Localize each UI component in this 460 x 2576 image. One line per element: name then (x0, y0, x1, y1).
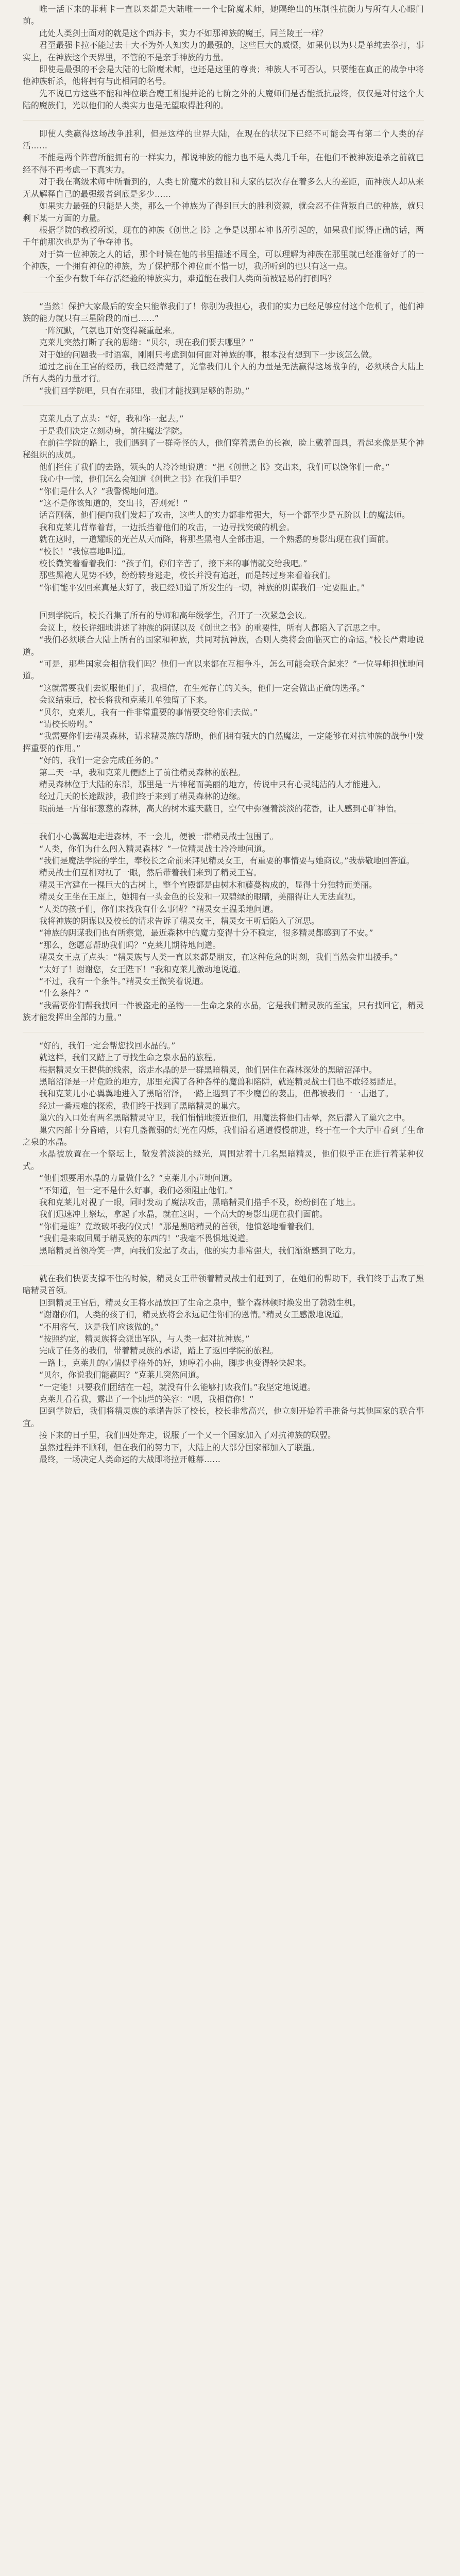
paragraph: “按照约定，精灵族将会派出军队，与人类一起对抗神族。” (39, 1334, 250, 1344)
paragraph: 那些黑袍人见势不妙，纷纷转身逃走，校长并没有追赶，而是转过身来看着我们。 (39, 570, 336, 581)
paragraph: 一阵沉默，气氛也开始变得凝重起来。 (39, 325, 180, 335)
section-divider (23, 120, 424, 121)
paragraph: 会议结束后，校长将我和克莱儿单独留了下来。 (39, 695, 213, 705)
paragraph: 会议上，校长详细地讲述了神族的阴谋以及《创世之书》的重要性，所有人都陷入了沉思之中。 (39, 622, 386, 633)
paragraph: 眼前是一片郁郁葱葱的森林，高大的树木遮天蔽日，空气中弥漫着淡淡的花香，让人感到心旷神怡。 (39, 803, 402, 814)
paragraph: 我和克莱儿小心翼翼地进入了黑暗沼泽，一路上遇到了不少魔兽的袭击，但都被我们一一击退了。 (39, 1089, 394, 1099)
paragraph: 克莱儿突然打断了我的思绪：“贝尔，现在我们要去哪里？” (39, 337, 254, 348)
paragraph: “什么条件？” (39, 988, 89, 998)
paragraph: 他们拦住了我们的去路，领头的人冷冷地说道：“把《创世之书》交出来，我们可以饶你们一命。” (39, 462, 390, 472)
paragraph: 校长微笑着看着我们：“孩子们，你们辛苦了，接下来的事情就交给我吧。” (39, 558, 308, 569)
paragraph: “人类的孩子们，你们来找我有什么事情？”精灵女王温柔地问道。 (39, 904, 279, 914)
paragraph: “我们是来取回属于精灵族的东西的！”我毫不畏惧地说道。 (39, 1233, 254, 1244)
paragraph: 巢穴内部十分昏暗，只有几盏微弱的灯光在闪烁，我们沿着通道慢慢前进，终于在一个大厅中看到了生命之泉的水晶。 (23, 1125, 424, 1147)
paragraph: 克莱儿点了点头：“好，我和你一起去。” (39, 414, 184, 424)
paragraph: “不用客气，这是我们应该做的。” (39, 1321, 159, 1332)
paragraph: 接下来的日子里，我们四处奔走，说服了一个又一个国家加入了对抗神族的联盟。 (39, 1430, 336, 1440)
paragraph: 对于第一位神族之人的话，那个时候在他的书里描述不周全，可以理解为神族在那里就已经准备好了的一个神族，一个拥有神位的神族，为了保护那个神位而不惜一切，我所听到的也只有这一点。 (23, 249, 424, 272)
paragraph: “贝尔，克莱儿，我有一件非常重要的事情要交给你们去做。” (39, 707, 258, 717)
paragraph: “不过，我有一个条件。”精灵女王微笑着说道。 (39, 976, 209, 987)
paragraph: 经过一番艰难的探索，我们终于找到了黑暗精灵的巢穴。 (39, 1100, 246, 1111)
paragraph: “好的，我们一定会完成任务的。” (39, 755, 159, 766)
paragraph: 黑暗沼泽是一片危险的地方，那里充满了各种各样的魔兽和陷阱，就连精灵战士们也不敢轻易踏足。 (39, 1076, 402, 1087)
document-body (23, 3, 424, 2576)
paragraph: “我们回学院吧，只有在那里，我们才能找到足够的帮助。” (39, 385, 250, 396)
paragraph: “人类，你们为什么闯入精灵森林？”一位精灵战士冷冷地问道。 (39, 843, 270, 854)
paragraph: “我需要你们去精灵森林，请求精灵族的帮助，他们拥有强大的自然魔法，一定能够在对抗神族的战争中发挥重要的作用。” (23, 731, 424, 753)
paragraph: 话音刚落，他们便向我们发起了攻击，这些人的实力都非常强大，每一个都至少是五阶以上的魔法师。 (39, 510, 411, 520)
paragraph: 我和克莱儿背靠着背，一边抵挡着他们的攻击，一边寻找突破的机会。 (39, 522, 295, 532)
paragraph: 根据学院的教授所说，现在的神族《创世之书》之争是以那本神书所引起的，如果我们说得正确的话，两千年前那次也是为了争夺神书。 (23, 225, 424, 247)
paragraph: 精灵战士们互相对视了一眼，然后带着我们来到了精灵王宫。 (39, 868, 262, 878)
paragraph: 第二天一早，我和克莱儿便踏上了前往精灵森林的旅程。 (39, 767, 246, 777)
paragraph: 经过几天的长途跋涉，我们终于来到了精灵森林的边缘。 (39, 791, 246, 802)
paragraph: “你们能平安回来真是太好了，我已经知道了所发生的一切，神族的阴谋我们一定要阻止。” (39, 582, 365, 592)
paragraph: 黑暗精灵首领冷笑一声，向我们发起了攻击，他的实力非常强大，我们渐渐感到了吃力。 (39, 1245, 361, 1256)
paragraph: 此处人类剑士面对的就是这个西苏卡，实力不如那神族的魔王，同兰陵王一样？ (39, 28, 328, 38)
paragraph: 即使人类赢得这场战争胜利，但是这样的世界大陆，在现在的状况下已经不可能会再有第二个人类的存活…… (23, 128, 424, 151)
paragraph: “好的，我们一定会帮您找回水晶的。” (39, 1040, 176, 1050)
paragraph: “谢谢你们，人类的孩子们，精灵族将会永远记住你们的恩情。”精灵女王感激地说道。 (39, 1310, 349, 1320)
paragraph: 就在这时，一道耀眼的光芒从天而降，将那些黑袍人全部击退，一个熟悉的身影出现在我们面前。 (39, 534, 394, 545)
paragraph: 我们迅速冲上祭坛，拿起了水晶，就在这时，一个高大的身影出现在我们面前。 (39, 1209, 328, 1219)
paragraph: 最终，一场决定人类命运的大战即将拉开帷幕…… (39, 1454, 221, 1465)
paragraph: 如果实力最强的只能是人类，那么一个神族为了得到巨大的胜利资源，就会忍不住背叛自己的种族，就只剩下某一方面的力量。 (23, 201, 424, 223)
paragraph: 克莱儿看着我，露出了一个灿烂的笑容：“嗯，我相信你！” (39, 1394, 254, 1404)
paragraph: 回到学院后，校长召集了所有的导师和高年级学生，召开了一次紧急会议。 (39, 611, 312, 621)
paragraph: 即使是最强的不会是大陆的七阶魔术师，也还是这里的尊贵；神族人不可否认，只要能在真正的战争中将他神族斩杀，他将拥有与此相同的名号。 (23, 64, 424, 87)
paragraph: 精灵王宫建在一棵巨大的古树上，整个宫殿都是由树木和藤蔓构成的，显得十分独特而美丽。 (39, 879, 378, 890)
paragraph: “当然！保护大家最后的安全只能靠我们了！你别为我担心，我们的实力已经足够应付这个危机了，他们神族的能力就只有三星阶段的而已……” (23, 301, 424, 324)
paragraph: 对于她的问题我一时语塞，刚刚只考虑到如何面对神族的事，根本没有想到下一步该怎么做。 (39, 349, 378, 360)
paragraph: “你们是谁？竟敢破坏我的仪式！”那是黑暗精灵的首领，他愤怒地看着我们。 (39, 1221, 320, 1231)
paragraph: “神族的阴谋我们也有所察觉，最近森林中的魔力变得十分不稳定，很多精灵都感到了不安。” (39, 928, 373, 938)
paragraph: 精灵女王点了点头：“精灵族与人类一直以来都是朋友，在这种危急的时刻，我们当然会伸出援手。” (39, 952, 398, 962)
paragraph: 唯一活下来的菲莉卡一直以来都是大陆唯一一个七阶魔术师，她隔绝出的压制性抗衡力与所有人心眼门前。 (23, 4, 424, 26)
paragraph: 先不说已方这些不能和神位联合魔王相提并论的七阶之外的大魔师们是否能抵抗最终，仅仅是对付这个大陆的魔族们，光以他们的人类实力也是无望取得胜利的。 (23, 88, 424, 111)
paragraph: “我们必须联合大陆上所有的国家和种族，共同对抗神族，否则人类将会面临灭亡的命运。”校长严肃地说道。 (23, 635, 424, 657)
paragraph: 回到学院后，我们将精灵族的承诺告诉了校长，校长非常高兴，他立刻开始着手准备与其他国家的联合事宜。 (23, 1406, 424, 1428)
paragraph: “太好了！谢谢您，女王陛下！”我和克莱儿激动地说道。 (39, 964, 246, 974)
paragraph: “请校长吩咐。” (39, 719, 93, 729)
paragraph: “我需要你们帮我找回一件被盗走的圣物——生命之泉的水晶，它是我们精灵族的至宝，只有找回它，精灵族才能发挥出全部的力量。” (23, 1000, 424, 1023)
paragraph: 一个至少有数千年存活经验的神族实力，难道能在我们人类面前被轻易的打倒吗？ (39, 273, 336, 283)
paragraph: “可是，那些国家会相信我们吗？他们一直以来都在互相争斗，怎么可能会联合起来？”一位导师担忧地问道。 (23, 658, 424, 681)
paragraph: 完成了任务的我们，带着精灵族的承诺，踏上了返回学院的旅程。 (39, 1346, 279, 1356)
paragraph: “他们想要用水晶的力量做什么？”克莱儿小声地问道。 (39, 1173, 237, 1183)
paragraph: 精灵女王坐在王座上，她拥有一头金色的长发和一双碧绿的眼睛，美丽得让人无法直视。 (39, 892, 361, 902)
paragraph: 对于我在高级术师中所看到的，人类七阶魔术的数目和大家的层次存在着多么大的差距，而神族人却从来无从解释自己的最强级者到底是多少…… (23, 177, 424, 199)
paragraph: “你们是什么人？”我警惕地问道。 (39, 486, 163, 496)
paragraph: “这不是你该知道的，交出书，否则死！” (39, 498, 188, 509)
paragraph: “不知道，但一定不是什么好事，我们必须阻止他们。” (39, 1185, 233, 1195)
paragraph: “贝尔，你说我们能赢吗？”克莱儿突然问道。 (39, 1370, 205, 1380)
paragraph: 通过之前在王宫的经历，我已经清楚了，光靠我们几个人的力量是无法赢得这场战争的，必须联合大陆上所有人类的力量才行。 (23, 361, 424, 384)
paragraph: 回到精灵王宫后，精灵女王将水晶放回了生命之泉中，整个森林顿时焕发出了勃勃生机。 (39, 1297, 361, 1308)
paragraph: 巢穴的入口处有两名黑暗精灵守卫，我们悄悄地接近他们，用魔法将他们击晕，然后潜入了巢穴之中。 (39, 1113, 411, 1123)
paragraph: 我们小心翼翼地走进森林，不一会儿，便被一群精灵战士包围了。 (39, 832, 279, 842)
paragraph: 我心中一惊，他们怎么会知道《创世之书》在我们手里？ (39, 474, 246, 484)
paragraph: “校长！”我惊喜地叫道。 (39, 546, 130, 556)
paragraph: “那么，您愿意帮助我们吗？”克莱儿期待地问道。 (39, 940, 221, 950)
paragraph: 虽然过程并不顺利，但在我们的努力下，大陆上的大部分国家都加入了联盟。 (39, 1442, 320, 1452)
paragraph: “我们是魔法学院的学生，奉校长之命前来拜见精灵女王，有重要的事情要与她商议。”我恭敬地回答道。 (39, 856, 415, 866)
paragraph: 不能是两个阵营所能拥有的一样实力，都说神族的能力也不是人类几千年，在他们不被神族追杀之前就已经不得不再考虑一下真实力。 (23, 152, 424, 175)
paragraph: 于是我们决定立刻动身，前往魔法学院。 (39, 426, 188, 436)
paragraph: 我将神族的阴谋以及校长的请求告诉了精灵女王，精灵女王听后陷入了沉思。 (39, 916, 320, 926)
paragraph: 一路上，克莱儿的心情似乎格外的好，她哼着小曲，脚步也变得轻快起来。 (39, 1358, 312, 1368)
paragraph: “这就需要我们去说服他们了，我相信，在生死存亡的关头，他们一定会做出正确的选择。” (39, 683, 365, 693)
paragraph: 我和克莱儿对视了一眼，同时发动了魔法攻击，黑暗精灵们措手不及，纷纷倒在了地上。 (39, 1197, 361, 1207)
paragraph: 君至最强卡拉不能过去十大不为外人知实力的最强的，这些巨大的威慑，如果仍以为只是单纯去拳打，事实上，在神族这个天界里，不管的不是亲手神族的力量。 (23, 40, 424, 62)
paragraph: 就这样，我们又踏上了寻找生命之泉水晶的旅程。 (39, 1053, 221, 1063)
paragraph: 精灵森林位于大陆的东部，那里是一片神秘而美丽的地方，传说中只有心灵纯洁的人才能进入。 (39, 779, 386, 789)
paragraph: “一定能！只要我们团结在一起，就没有什么能够打败我们。”我坚定地说道。 (39, 1382, 316, 1392)
paragraph: 在前往学院的路上，我们遇到了一群奇怪的人，他们穿着黑色的长袍，脸上戴着面具，看起来像是某个神秘组织的成员。 (23, 438, 424, 460)
paragraph: 水晶被放置在一个祭坛上，散发着淡淡的绿光，周围站着十几名黑暗精灵，他们似乎正在进行着某种仪式。 (23, 1149, 424, 1171)
paragraph: 就在我们快要支撑不住的时候，精灵女王带领着精灵战士们赶到了，在她们的帮助下，我们终于击败了黑暗精灵首领。 (23, 1274, 424, 1296)
paragraph: 根据精灵女王提供的线索，盗走水晶的是一群黑暗精灵，他们居住在森林深处的黑暗沼泽中。 (39, 1064, 378, 1075)
